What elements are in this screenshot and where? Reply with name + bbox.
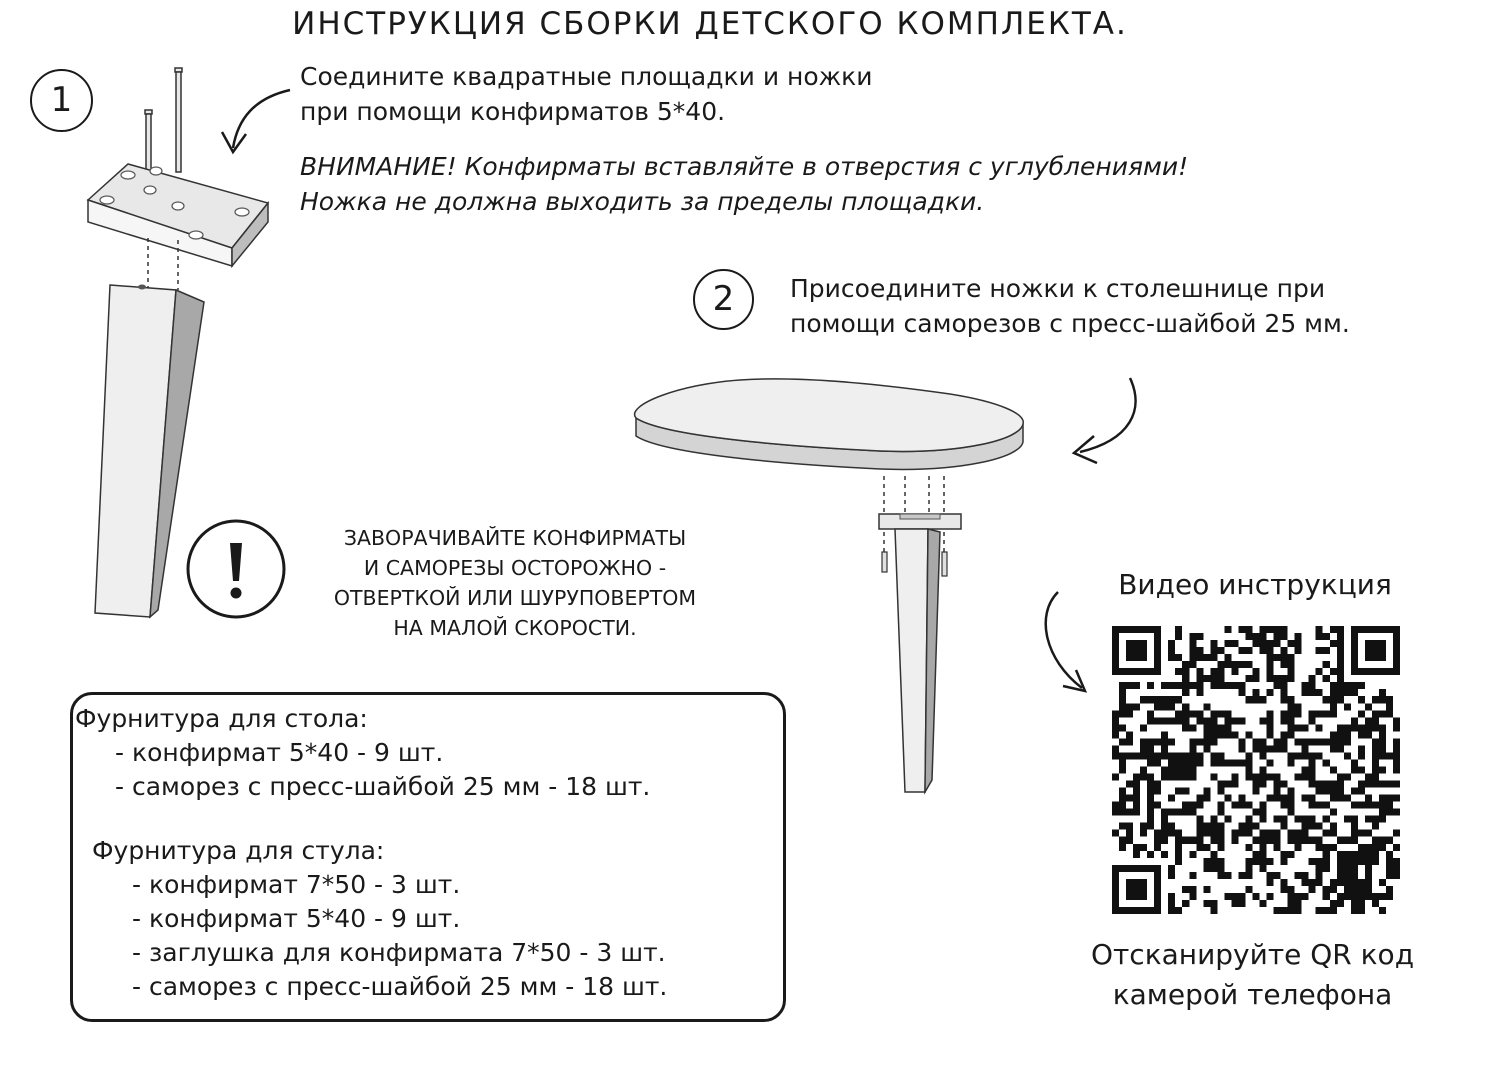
caution-line-4: НА МАЛОЙ СКОРОСТИ. — [393, 616, 637, 640]
chair-hardware-item: - саморез с пресс-шайбой 25 мм - 18 шт. — [132, 972, 668, 1001]
table-hardware-item: - конфирмат 5*40 - 9 шт. — [115, 738, 444, 767]
qr-code-icon — [1112, 626, 1400, 914]
chair-hardware-heading: Фурнитура для стула: — [92, 836, 385, 865]
qr-arrow-icon — [0, 0, 1, 1]
scan-instruction-line-2: камерой телефона — [1112, 978, 1393, 1011]
video-label: Видео инструкция — [1118, 568, 1392, 601]
scan-instruction-line-1: Отсканируйте QR код — [1090, 938, 1415, 971]
step-1-warning-line-2: Ножка не должна выходить за пределы площадки. — [300, 187, 985, 216]
caution-line-1: ЗАВОРАЧИВАЙТЕ КОНФИРМАТЫ — [343, 526, 687, 550]
step-2-text-line-1: Присоедините ножки к столешнице при — [790, 274, 1326, 303]
chair-hardware-item: - конфирмат 7*50 - 3 шт. — [132, 870, 461, 899]
table-hardware-heading: Фурнитура для стола: — [75, 704, 368, 733]
chair-hardware-item: - заглушка для конфирмата 7*50 - 3 шт. — [132, 938, 666, 967]
page-title: ИНСТРУКЦИЯ СБОРКИ ДЕТСКОГО КОМПЛЕКТА. — [292, 6, 1128, 42]
step-1-text-line-1: Соедините квадратные площадки и ножки — [300, 62, 873, 91]
step-1-text-line-2: при помощи конфирматов 5*40. — [300, 97, 726, 126]
caution-line-3: ОТВЕРТКОЙ ИЛИ ШУРУПОВЕРТОМ — [333, 586, 697, 610]
step-1-number: 1 — [30, 69, 93, 132]
chair-hardware-item: - конфирмат 5*40 - 9 шт. — [132, 904, 461, 933]
caution-line-2: И САМОРЕЗЫ ОСТОРОЖНО - — [363, 556, 667, 580]
step-2-text-line-2: помощи саморезов с пресс-шайбой 25 мм. — [790, 309, 1350, 338]
table-hardware-item: - саморез с пресс-шайбой 25 мм - 18 шт. — [115, 772, 651, 801]
step-1-warning-line-1: ВНИМАНИЕ! Конфирматы вставляйте в отверстия с углублениями! — [300, 152, 1189, 181]
step-2-number: 2 — [693, 269, 754, 330]
